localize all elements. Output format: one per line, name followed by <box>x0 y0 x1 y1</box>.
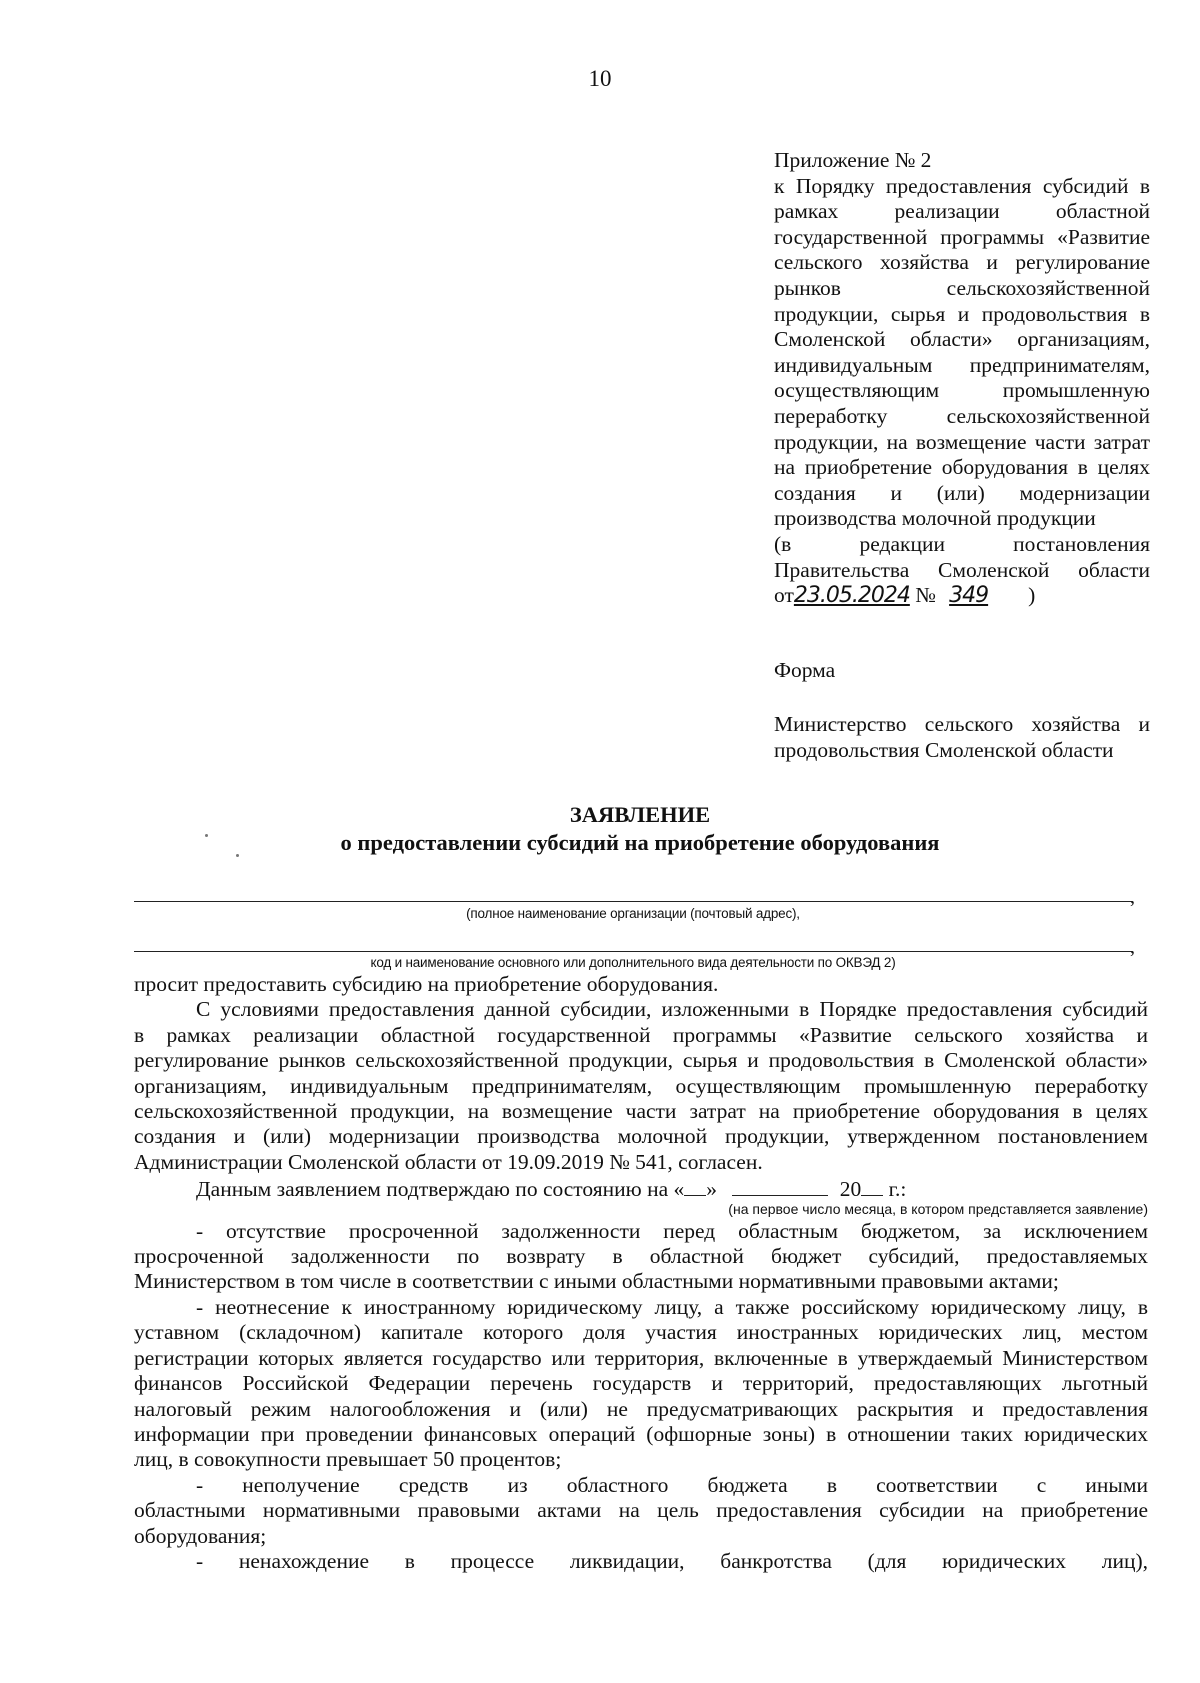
document-title: ЗАЯВЛЕНИЕ <box>569 802 711 827</box>
application-body <box>134 972 1148 1574</box>
appendix-line: на приобретение оборудования в целях <box>774 455 1150 480</box>
confirmation-note: (на первое число месяца, в котором представляется заявление) <box>728 1200 1148 1217</box>
okved-fill-line[interactable] <box>134 951 1132 952</box>
conditions-line: в рамках реализации областной государственной программы «Развитие сельского хозяйства и <box>134 1022 1148 1047</box>
page-number: 10 <box>588 66 612 91</box>
organization-name-fill-line[interactable] <box>134 901 1132 902</box>
fill-line-comma: , <box>1130 936 1135 958</box>
condition-item-line: лиц, в совокупности превышает 50 процентов; <box>134 1447 562 1472</box>
condition-item-line: уставном (складочном) капитале которого доля участия иностранных юридических лиц, местом <box>134 1320 1148 1345</box>
handwritten-date: 23.05.2024 <box>793 583 910 609</box>
fill-line-comma: , <box>1130 886 1135 908</box>
appendix-line: создания и (или) модернизации <box>774 480 1150 505</box>
condition-item-line: оборудования; <box>134 1523 267 1548</box>
signature-close: ) <box>1028 583 1036 608</box>
conditions-line: регулирование рынков сельскохозяйственной продукции, сырья и продовольствия в Смоленской области» <box>134 1048 1148 1073</box>
signature-number-label: № <box>915 583 936 608</box>
appendix-line: Правительства Смоленской области <box>774 557 1150 582</box>
condition-item-line: налоговый режим налогообложения и (или) не предусматривающих раскрытия и предоставления <box>134 1396 1148 1421</box>
condition-item-line: финансов Российской Федерации перечень государств и территорий, предоставляющих льготный <box>134 1371 1148 1396</box>
condition-item-line: областными нормативными правовыми актами на цель предоставления субсидии на приобретение <box>134 1498 1148 1523</box>
addressee-line: продовольствия Смоленской области <box>774 737 1114 762</box>
condition-item-line: регистрации которых является государство или территория, включенные в утверждаемый Министерством <box>134 1345 1148 1370</box>
appendix-line: индивидуальным предпринимателям, <box>774 352 1150 377</box>
confirmation-prefix: Данным заявлением подтверждаю по состоянию на « <box>196 1177 685 1202</box>
appendix-line: продукции, на возмещение части затрат <box>774 429 1150 454</box>
confirmation-quote-close: » <box>706 1177 718 1202</box>
conditions-line: сельскохозяйственной продукции, на возмещение части затрат на приобретение оборудования в целях <box>134 1099 1148 1124</box>
conditions-line: создания и (или) модернизации производства молочной продукции, утвержденном постановлением <box>134 1124 1148 1149</box>
appendix-line: рамках реализации областной <box>774 199 1150 224</box>
organization-name-caption: (полное наименование организации (почтовый адрес), <box>466 906 800 921</box>
day-blank[interactable] <box>684 1175 706 1196</box>
confirmation-date-line <box>134 1175 1148 1202</box>
document-subtitle: о предоставлении субсидий на приобретение оборудования <box>340 830 940 855</box>
condition-item-line: информации при проведении финансовых операций (офшорные зоны) в отношении таких юридических <box>134 1421 1148 1446</box>
okved-caption: код и наименование основного или дополнительного вида деятельности по ОКВЭД 2) <box>370 955 896 970</box>
conditions-line: Администрации Смоленской области от 19.09.2019 № 541, согласен. <box>134 1149 763 1174</box>
appendix-line: Приложение № 2 <box>774 148 932 172</box>
request-line: просит предоставить субсидию на приобретение оборудования. <box>134 972 719 996</box>
confirmation-suffix: г.: <box>888 1177 907 1202</box>
condition-item-line: Министерством в том числе в соответствии с иными областными нормативными правовыми актами; <box>134 1269 1059 1294</box>
appendix-line: к Порядку предоставления субсидий в <box>774 173 1150 198</box>
month-blank[interactable] <box>732 1175 828 1196</box>
appendix-line: Смоленской области» организациям, <box>774 327 1150 352</box>
appendix-line: осуществляющим промышленную <box>774 378 1150 403</box>
addressee-line: Министерство сельского хозяйства и <box>774 712 1150 736</box>
addressee-block <box>774 712 1150 763</box>
conditions-line: организациям, индивидуальным предпринимателям, осуществляющим промышленную переработку <box>134 1073 1148 1098</box>
condition-item-line: - ненахождение в процессе ликвидации, банкротства (для юридических лиц), <box>196 1548 1148 1573</box>
appendix-line: рынков сельскохозяйственной <box>774 275 1150 300</box>
condition-item-line: просроченной задолженности по возврату в областной бюджет субсидий, предоставляемых <box>134 1244 1148 1269</box>
appendix-line: (в редакции постановления <box>774 531 1150 556</box>
handwritten-number: 349 <box>949 583 989 609</box>
conditions-line: С условиями предоставления данной субсидии, изложенными в Порядке предоставления субсидий <box>196 997 1148 1022</box>
form-label: Форма <box>774 658 836 682</box>
amendment-signature-line <box>774 583 1150 609</box>
condition-item-line: - неотнесение к иностранному юридическому лицу, а также российскому юридическому лицу, в <box>196 1294 1148 1319</box>
appendix-line: сельского хозяйства и регулирование <box>774 250 1150 275</box>
signature-prefix: от <box>774 583 794 608</box>
appendix-line: переработку сельскохозяйственной <box>774 403 1150 428</box>
condition-item-line: - отсутствие просроченной задолженности перед областным бюджетом, за исключением <box>196 1218 1148 1243</box>
year-blank[interactable] <box>861 1175 883 1196</box>
appendix-block <box>774 148 1150 609</box>
confirmation-year-prefix: 20 <box>839 1177 862 1202</box>
appendix-line: производства молочной продукции <box>774 506 1096 531</box>
appendix-line: государственной программы «Развитие <box>774 224 1150 249</box>
condition-item-line: - неполучение средств из областного бюджета в соответствии с иными <box>196 1472 1148 1497</box>
appendix-line: продукции, сырья и продовольствия в <box>774 301 1150 326</box>
